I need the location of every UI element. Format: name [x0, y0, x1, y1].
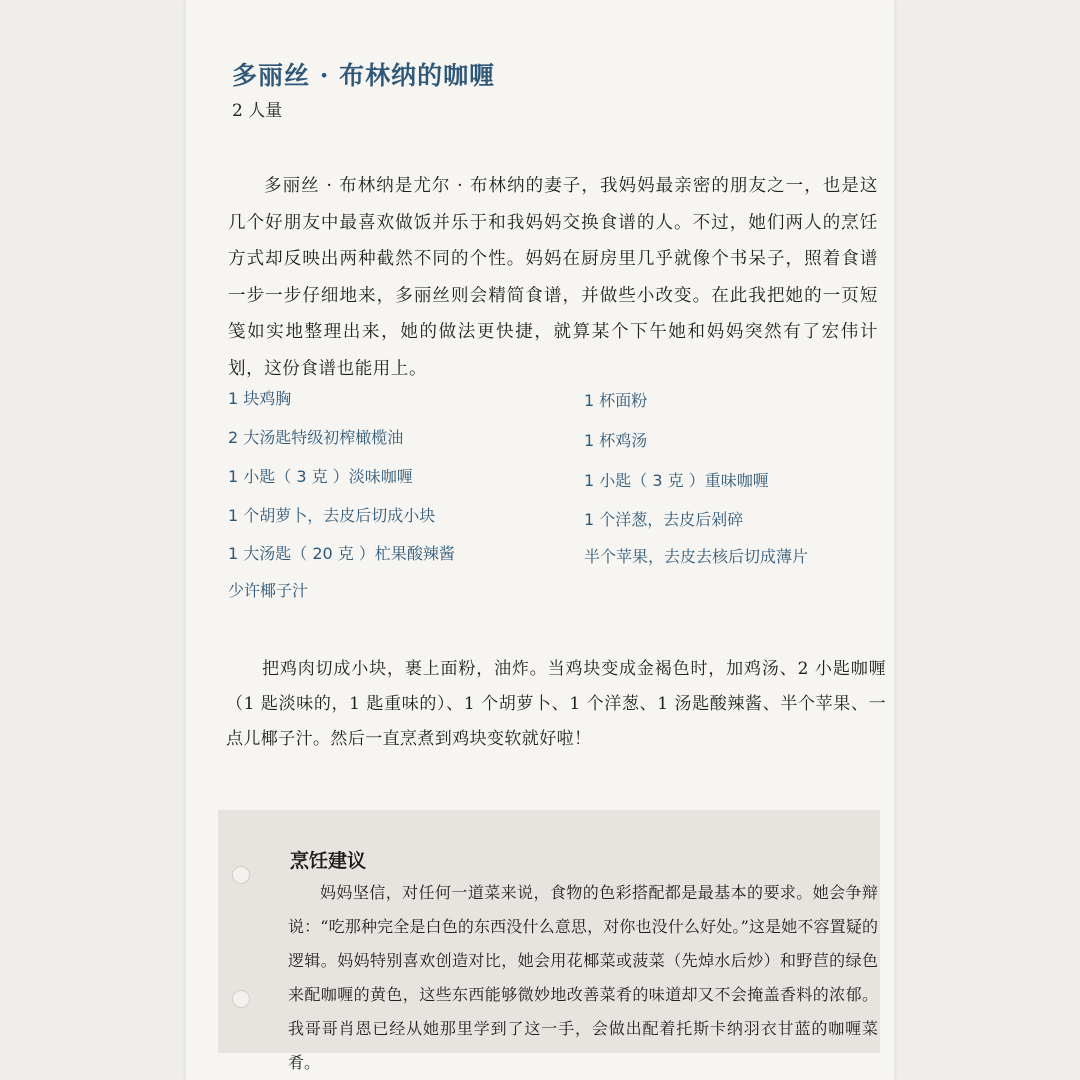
ingredient-left-5: 1 大汤匙（ 20 克 ）杧果酸辣酱 — [228, 544, 455, 563]
ingredient-right-5: 半个苹果，去皮去核后切成薄片 — [584, 547, 809, 566]
ingredient-left-3: 1 小匙（ 3 克 ）淡味咖喱 — [228, 467, 413, 486]
ingredient-right-4: 1 个洋葱，去皮后剁碎 — [584, 510, 744, 529]
intro-paragraph: 多丽丝 · 布林纳是尤尔 · 布林纳的妻子，我妈妈最亲密的朋友之一，也是这几个好朋友中最喜欢做饭并乐于和我妈妈交换食谱的人。不过，她们两人的烹饪方式却反映出两种截然不同的个性。妈妈在厨房里几乎就像个书呆子，照着食谱一步一步仔细地来，多丽丝则会精简食谱，并做些小改变。在此我把她的一页短笺如实地整理出来，她的做法更快捷，就算某个下午她和妈妈突然有了宏伟计划，这份食谱也能用上。 — [228, 176, 878, 379]
ingredient-right-1: 1 杯面粉 — [584, 391, 648, 410]
tip-body: 妈妈坚信，对任何一道菜来说，食物的色彩搭配都是最基本的要求。她会争辩说：“吃那种完全是白色的东西没什么意思，对你也没什么好处。”这是她不容置疑的逻辑。妈妈特别喜欢创造对比，她会用花椰菜或菠菜（先焯水后炒）和野苣的绿色来配咖喱的黄色，这些东西能够微妙地改善菜肴的味道却又不会掩盖香料的浓郁。我哥哥肖恩已经从她那里学到了这一手，会做出配着托斯卡纳羽衣甘蓝的咖喱菜肴。 — [288, 883, 878, 1072]
ingredient-left-2: 2 大汤匙特级初榨橄榄油 — [228, 428, 404, 447]
ingredient-right-2: 1 杯鸡汤 — [584, 431, 648, 450]
tip-heading: 烹饪建议 — [290, 850, 367, 872]
ingredient-left-1: 1 块鸡胸 — [228, 389, 292, 408]
ingredient-right-3: 1 小匙（ 3 克 ）重味咖喱 — [584, 471, 769, 490]
punch-hole-icon — [232, 866, 250, 884]
ingredient-left-4: 1 个胡萝卜，去皮后切成小块 — [228, 506, 436, 525]
ingredient-left-6: 少许椰子汁 — [228, 581, 309, 600]
punch-hole-icon — [232, 990, 250, 1008]
recipe-title: 多丽丝 · 布林纳的咖喱 — [232, 61, 496, 90]
method-paragraph: 把鸡肉切成小块，裹上面粉，油炸。当鸡块变成金褐色时，加鸡汤、2 小匙咖喱（1 匙淡味的，1 匙重味的）、1 个胡萝卜、1 个洋葱、1 汤匙酸辣酱、半个苹果、一点儿椰子汁。然后一直烹煮到鸡块变软就好啦！ — [226, 659, 886, 749]
servings-label: 2 人量 — [232, 101, 283, 121]
